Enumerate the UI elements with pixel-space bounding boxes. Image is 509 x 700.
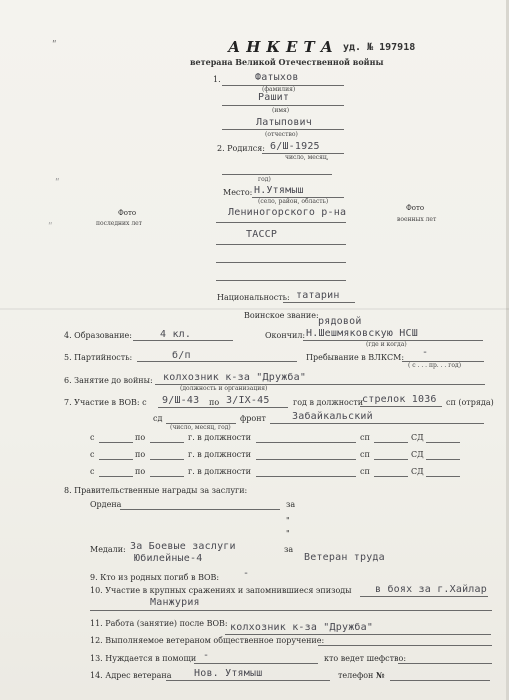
komsomol-caption: ( с . . . пр. . . год) <box>408 362 462 369</box>
medal-value-2: Юбилейные-4 <box>134 553 203 564</box>
row-line <box>426 442 460 443</box>
row-line <box>256 442 356 443</box>
born-year-line <box>222 174 332 175</box>
war-label: 7. Участие в ВОВ: с <box>64 398 147 407</box>
row-sd-label: СД <box>411 450 424 459</box>
row-line <box>374 459 408 460</box>
work-line <box>225 634 491 635</box>
battles-label: 10. Участие в крупных сражениях и запомнившиеся эпизоды <box>90 586 352 595</box>
photo-right-label: Фото <box>406 204 425 212</box>
place-line-3 <box>216 244 346 245</box>
photo-left-label: Фото <box>118 209 137 217</box>
help-line <box>194 663 318 664</box>
battles-value-2: Манжурия <box>150 597 200 608</box>
pencil-mark: ʺ <box>52 40 57 51</box>
work-value: колхозник к-за "Дружба" <box>230 622 374 633</box>
occupation-value: колхозник к-за "Дружба" <box>163 372 307 383</box>
nationality-label: Национальность: <box>217 293 290 302</box>
phone-number-sign: № <box>376 670 385 680</box>
sd-label: сд <box>153 414 163 423</box>
row-line <box>374 442 408 443</box>
party-line <box>137 361 297 362</box>
place-line-2 <box>216 222 346 223</box>
finished-value: Н.Шешмяковскую НСШ <box>306 328 418 339</box>
phone-label: телефон <box>338 671 374 680</box>
place-line-4 <box>216 262 346 263</box>
war-duty-label: год в должности <box>293 398 364 407</box>
work-label: 11. Работа (занятие) после ВОВ: <box>90 619 228 628</box>
row-line <box>256 459 356 460</box>
born-label: 2. Родился: <box>217 144 265 153</box>
row-line <box>426 476 460 477</box>
medals-label: Медали: <box>90 545 126 554</box>
address-label: 14. Адрес ветерана <box>90 671 172 680</box>
row-s-label: с <box>90 467 95 476</box>
front-value: Забайкальский <box>292 411 373 422</box>
patronymic-value: Латыпович <box>256 117 312 128</box>
place-caption: (село, район, область) <box>258 198 329 205</box>
occupation-caption: (должность и организация) <box>180 385 268 392</box>
row-sp-label: сп <box>360 433 370 442</box>
education-value: 4 кл. <box>160 329 192 340</box>
war-unit-label: сп (отряда) <box>446 398 494 407</box>
born-caption: число, месяц, <box>285 154 329 161</box>
patron-label: кто ведет шефство: <box>324 654 407 663</box>
war-duty-value: стрелок 1036 <box>362 394 437 405</box>
war-to-label: по <box>209 398 220 407</box>
orders-za: за <box>286 500 296 509</box>
public-line <box>318 645 492 646</box>
awards-label: 8. Правительственные награды за заслуги: <box>64 486 248 495</box>
help-label: 13. Нуждается в помощи <box>90 654 197 663</box>
address-value: Нов. Утямыш <box>194 668 263 679</box>
row-line <box>150 476 184 477</box>
party-label: 5. Партийность: <box>64 353 133 362</box>
war-dates-line <box>158 407 288 408</box>
nationality-value: татарин <box>296 290 340 301</box>
row-line <box>426 459 460 460</box>
row-line <box>374 476 408 477</box>
row-sd-label: СД <box>411 467 424 476</box>
help-value: - <box>203 650 210 661</box>
name-line <box>222 105 344 106</box>
place-region-value: ТАССР <box>246 229 278 240</box>
place-district-value: Лениногорского р-на <box>228 207 347 218</box>
patronymic-line <box>222 129 344 130</box>
komsomol-label: Пребывание в ВЛКСМ: <box>306 353 405 362</box>
row-duty-label: г. в должности <box>188 467 251 476</box>
photo-right-caption: военных лет <box>397 216 437 223</box>
medal-value-3: Ветеран труда <box>304 552 385 563</box>
place-label: Место: <box>223 188 253 197</box>
row-line <box>256 476 356 477</box>
row-line <box>99 459 133 460</box>
ditto-mark: " <box>286 529 290 538</box>
photo-left-caption: последних лет <box>96 220 142 227</box>
patronymic-caption: (отчество) <box>265 131 298 138</box>
row-s-label: с <box>90 450 95 459</box>
finished-caption: (где и когда) <box>366 341 407 348</box>
row-duty-label: г. в должности <box>188 450 251 459</box>
surname-caption: (фамилия) <box>262 86 296 93</box>
name-value: Рашит <box>258 92 290 103</box>
row-po-label: по <box>135 450 146 459</box>
place-value: Н.Утямыш <box>254 185 304 196</box>
row-sp-label: сп <box>360 450 370 459</box>
relatives-value: - <box>243 568 250 579</box>
address-line <box>166 680 330 681</box>
row-sp-label: сп <box>360 467 370 476</box>
place-line-5 <box>216 280 346 281</box>
faded-mark: ʺ <box>55 178 60 189</box>
row-line <box>99 476 133 477</box>
orders-line <box>120 509 280 510</box>
document-number: уд. № 197918 <box>343 42 416 53</box>
relatives-label: 9. Кто из родных погиб в ВОВ: <box>90 573 220 582</box>
education-label: 4. Образование: <box>64 331 132 340</box>
name-caption: (имя) <box>272 107 290 114</box>
item-number-1: 1. <box>213 75 221 84</box>
row-duty-label: г. в должности <box>188 433 251 442</box>
phone-line <box>390 680 490 681</box>
year-caption: год) <box>258 176 271 183</box>
born-value: 6/Ш-1925 <box>270 141 320 152</box>
document-title: АНКЕТА <box>228 38 339 56</box>
war-from-value: 9/Ш-43 <box>162 395 200 406</box>
row-s-label: с <box>90 433 95 442</box>
faded-mark: ʺ <box>48 222 53 233</box>
medal-value-1: За Боевые заслуги <box>130 541 236 552</box>
row-line <box>150 442 184 443</box>
battles-line <box>360 596 488 597</box>
battles-line-2 <box>90 610 492 611</box>
orders-label: Ордена <box>90 500 122 509</box>
ditto-mark: " <box>286 516 290 525</box>
public-label: 12. Выполняемое ветераном общественное поручение: <box>90 636 325 645</box>
komsomol-value: - <box>422 347 429 358</box>
row-line <box>150 459 184 460</box>
front-line <box>270 423 484 424</box>
row-sd-label: СД <box>411 433 424 442</box>
patron-line <box>398 663 492 664</box>
rank-value: рядовой <box>318 316 362 327</box>
document-subtitle: ветерана Великой Отечественной войны <box>190 57 384 67</box>
rank-label: Воинское звание: <box>244 311 319 320</box>
date-caption: (число, месяц, год) <box>170 424 231 431</box>
war-to-value: 3/IX-45 <box>226 395 270 406</box>
medals-za: за <box>284 545 294 554</box>
row-po-label: по <box>135 467 146 476</box>
battles-value: в боях за г.Хайлар <box>375 584 487 595</box>
nationality-line <box>283 302 355 303</box>
row-po-label: по <box>135 433 146 442</box>
education-line <box>133 340 233 341</box>
occupation-label: 6. Занятие до войны: <box>64 376 153 385</box>
finished-label: Окончил: <box>265 331 306 340</box>
war-duty-line <box>360 406 442 407</box>
row-line <box>99 442 133 443</box>
paper-fold <box>0 308 509 310</box>
front-label: фронт <box>240 414 266 423</box>
surname-value: Фатыхов <box>255 72 299 83</box>
party-value: б/п <box>172 350 191 361</box>
